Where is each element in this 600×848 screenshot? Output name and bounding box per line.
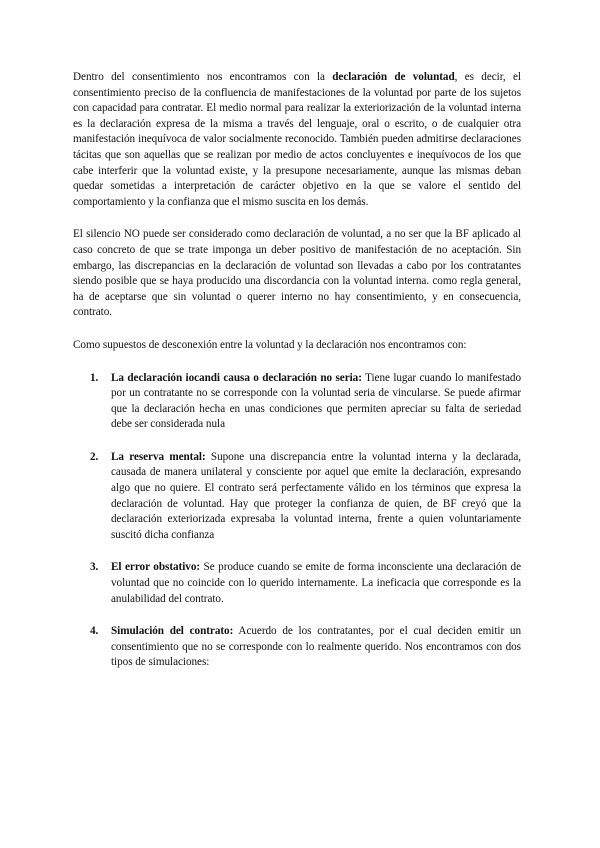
document-page [73, 70, 521, 688]
paragraph-text: Dentro del consentimiento nos encontramos con la [73, 71, 333, 83]
list-item-term: Simulación del contrato: [111, 625, 234, 638]
list-item-text: Se produce cuando se emite de forma inconsciente una declaración de voluntad que no coincide con lo querido internamente. La ineficacia que corresponde es la anulabilidad del contrato. [111, 561, 521, 605]
list-item-body [111, 371, 521, 433]
list-item [73, 450, 521, 544]
desconexion-list [73, 371, 521, 672]
list-item [73, 371, 521, 433]
list-item-text: Tiene lugar cuando lo manifestado por un contratante no se corresponde con la voluntad seria de vincularse. Se puede afirmar que la declaración hecha en unas condiciones que permiten apreciar su falta de seriedad debe ser considerada nula [111, 371, 522, 431]
paragraph-consentimiento [73, 70, 521, 210]
list-item-body [111, 450, 521, 544]
list-item-text: Acuerdo de los contratantes, por el cual deciden emitir un consentimiento que no se corresponde con lo realmente querido. Nos encontramos con dos tipos de simulaciones: [111, 625, 521, 669]
list-item-body [111, 624, 521, 671]
list-number: 3. [90, 561, 99, 574]
list-item-term: La reserva mental: [111, 450, 206, 463]
list-number: 1. [90, 371, 99, 384]
list-item-term: El error obstativo: [111, 561, 201, 574]
paragraph-text: El silencio NO puede ser considerado como declaración de voluntad, a no ser que la BF aplicado al caso concreto de que se trate imponga un deber positivo de manifestación de no aceptación. Sin embargo, las discrepancias en la declaración de voluntad son llevadas a cabo por los contratantes siendo posible que se haya producido una discordancia con la voluntad interna. como regla general, ha de aceptarse que sin voluntad o querer interno no hay consentimiento, y en consecuencia, contrato. [73, 228, 521, 319]
paragraph-text: , es decir, el consentimiento preciso de la confluencia de manifestaciones de la voluntad por parte de los sujetos con capacidad para contratar. El medio normal para realizar la exteriorización de la voluntad interna es la declaración expresa de la misma a través del lenguaje, oral o escrito, o de cualquier otra manifestación inequívoca de valor socialmente reconocido. También pueden admitirse declaraciones tácitas que son aquellas que se realizan por medio de actos concluyentes e inequívocos de los que cabe interferir que la voluntad existe, y la presupone necesariamente, aunque las mismas deban quedar sometidas a interpretación de carácter objetivo en la que se valore el sentido del comportamiento y la confianza que el mismo suscita en los demás. [73, 71, 521, 208]
list-item-text: Supone una discrepancia entre la voluntad interna y la declarada, causada de manera unilateral y consciente por aquel que emite la declaración, expresando algo que no quiere. El contrato será perfectamente válido en los términos que expresa la declaración de voluntad. Hay que proteger la confianza de quien, de BF creyó que la declaración exteriorizada expresaba la voluntad interna, frente a quien voluntariamente suscitó dicha confianza [111, 450, 521, 541]
paragraph-text: Como supuestos de desconexión entre la voluntad y la declaración nos encontramos con: [73, 338, 467, 351]
list-item-term: La declaración iocandi causa o declaración no seria: [111, 371, 362, 384]
list-item [73, 560, 521, 607]
list-item-body [111, 560, 521, 607]
paragraph-silencio [73, 227, 521, 321]
paragraph-supuestos [73, 338, 521, 354]
list-item [73, 624, 521, 671]
list-number: 2. [90, 450, 99, 463]
list-number: 4. [90, 625, 99, 638]
bold-term: declaración de voluntad [332, 71, 455, 83]
